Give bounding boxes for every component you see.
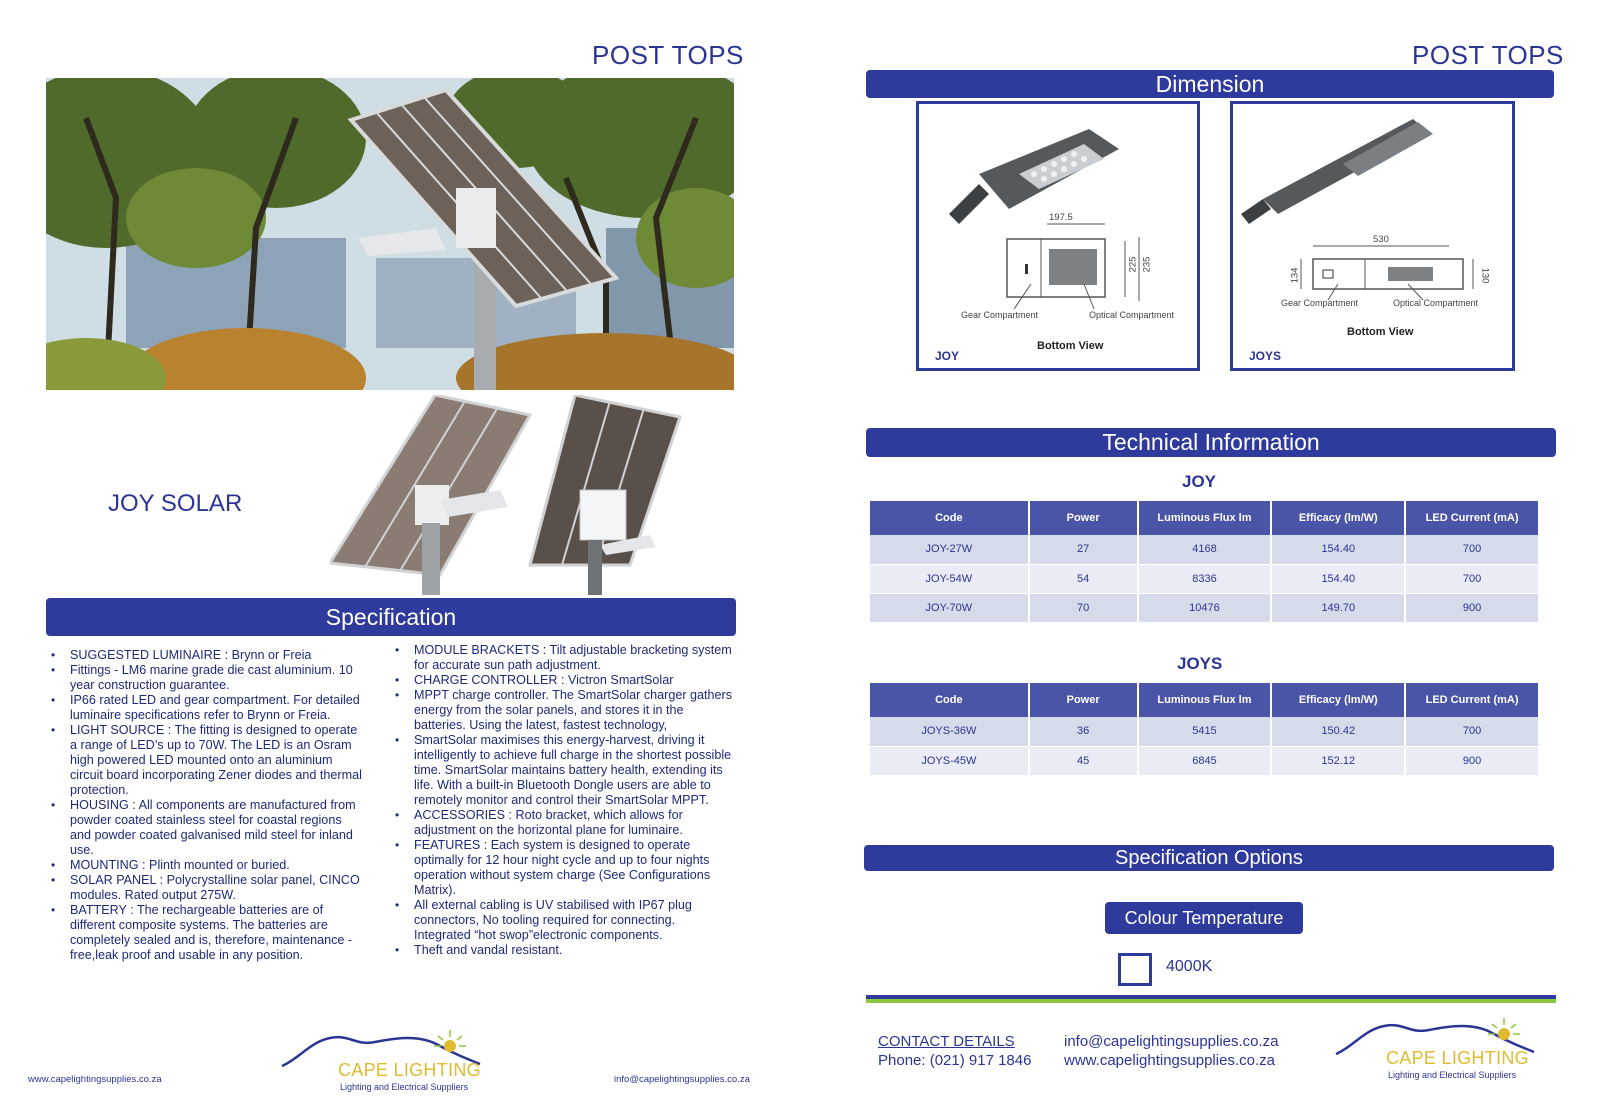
spec-item: • SmartSolar maximises this energy-harvest, driving it intelligently to achieve full charge in the shortest possible time. SmartSolar maintains battery health, extending its life. With a built-in Bluetooth Dongle users are able to remotely monitor and control their SmartSolar MPPT. [390, 733, 735, 808]
table-cell: 150.42 [1271, 717, 1405, 746]
product-images [330, 395, 730, 595]
table-row [870, 593, 1539, 622]
left-page-header: POST TOPS [592, 40, 744, 70]
spec-column-1 [46, 648, 366, 963]
table-cell: 900 [1405, 593, 1539, 622]
spec-item: • SUGGESTED LUMINAIRE : Brynn or Freia [46, 648, 366, 663]
spec-item: • Fittings - LM6 marine grade die cast aluminium. 10 year construction guarantee. [46, 663, 366, 693]
colour-4000k-label: 4000K [1166, 958, 1213, 975]
table-cell: 900 [1405, 746, 1539, 775]
column-header: Efficacy (lm/W) [1271, 683, 1405, 717]
spec-item: • IP66 rated LED and gear compartment. For detailed luminaire specifications refer to Brynn or Freia. [46, 693, 366, 723]
table-cell: 4168 [1138, 535, 1272, 564]
table-cell: 6845 [1138, 746, 1272, 775]
right-page-header: POST TOPS [1412, 40, 1564, 70]
table-row [870, 717, 1539, 746]
specification-heading: Specification [46, 598, 736, 636]
spec-item: • Theft and vandal resistant. [390, 943, 735, 958]
column-header: Luminous Flux lm [1138, 683, 1272, 717]
table-cell: JOY-70W [870, 593, 1029, 622]
joy-table [870, 501, 1540, 623]
joys-optical-compartment-label: Optical Compartment [1393, 298, 1479, 308]
joy-gear-compartment-label: Gear Compartment [961, 310, 1039, 320]
colour-temperature-button[interactable]: Colour Temperature [1105, 902, 1303, 934]
left-logo [280, 1028, 500, 1098]
table-cell: 70 [1029, 593, 1138, 622]
contact-links [1064, 1032, 1279, 1070]
logo-name: CAPE LIGHTING [338, 1060, 481, 1080]
joy-optical-compartment-label: Optical Compartment [1089, 310, 1175, 320]
table-cell: 27 [1029, 535, 1138, 564]
spec-item: • SOLAR PANEL : Polycrystalline solar panel, CINCO modules. Rated output 275W. [46, 873, 366, 903]
spec-item: • LIGHT SOURCE : The fitting is designed to operate a range of LED’s up to 70W. The LED is an Osram high powered LED mounted onto an aluminium circuit board incorporating Zener diodes and thermal protection. [46, 723, 366, 798]
table-cell: JOYS-45W [870, 746, 1029, 775]
table-cell: 54 [1029, 564, 1138, 593]
logo-tagline: Lighting and Electrical Suppliers [340, 1082, 469, 1092]
column-header: Efficacy (lm/W) [1271, 501, 1405, 535]
table-row [870, 535, 1539, 564]
dimension-heading: Dimension [866, 70, 1554, 98]
column-header: Code [870, 683, 1029, 717]
spec-item: • HOUSING : All components are manufactured from powder coated stainless steel for coastal regions and powder coated galvanised mild steel for inland use. [46, 798, 366, 858]
spec-item: • MODULE BRACKETS : Tilt adjustable bracketing system for accurate sun path adjustment. [390, 643, 735, 673]
joys-dimension-drawing [1230, 101, 1515, 371]
joys-table-title: JOYS [1177, 654, 1223, 673]
table-cell: 36 [1029, 717, 1138, 746]
column-header: Power [1029, 683, 1138, 717]
table-cell: 700 [1405, 564, 1539, 593]
joys-drawing-label: JOYS [1249, 349, 1282, 363]
joys-height-dimension-2: 130 [1479, 267, 1491, 284]
contact-email[interactable]: info@capelightingsupplies.co.za [1064, 1033, 1279, 1050]
contact-phone[interactable]: Phone: (021) 917 1846 [878, 1052, 1032, 1069]
joy-drawing-label: JOY [935, 349, 960, 363]
specification-options-heading: Specification Options [864, 845, 1554, 871]
spec-item: • FEATURES : Each system is designed to operate optimally for 12 hour night cycle and up to four nights operation without system charge (See Configurations Matrix). [390, 838, 735, 898]
spec-item: • All external cabling is UV stabilised with IP67 plug connectors, No tooling required for connecting. Integrated “hot swop”electronic components. [390, 898, 735, 943]
table-cell: 154.40 [1271, 564, 1405, 593]
joy-height-dimension-1: 225 [1127, 256, 1139, 273]
table-cell: 45 [1029, 746, 1138, 775]
column-header: Power [1029, 501, 1138, 535]
spec-item: • BATTERY : The rechargeable batteries are of different composite systems. The batteries are completely sealed and is, therefore, maintenance -free,leak proof and usable in any position. [46, 903, 366, 963]
table-cell: 8336 [1138, 564, 1272, 593]
table-cell: 149.70 [1271, 593, 1405, 622]
spec-item: • MOUNTING : Plinth mounted or buried. [46, 858, 366, 873]
column-header: Code [870, 501, 1029, 535]
table-cell: 152.12 [1271, 746, 1405, 775]
table-cell: 154.40 [1271, 535, 1405, 564]
joys-height-dimension-1: 134 [1289, 267, 1301, 284]
hero-photo [46, 78, 734, 390]
column-header: LED Current (mA) [1405, 501, 1539, 535]
table-cell: 5415 [1138, 717, 1272, 746]
contact-heading: CONTACT DETAILS [878, 1033, 1015, 1050]
contact-website[interactable]: www.capelightingsupplies.co.za [1064, 1052, 1275, 1069]
table-row [870, 564, 1539, 593]
table-cell: 700 [1405, 535, 1539, 564]
spec-column-2 [390, 643, 735, 958]
left-footer-website[interactable]: www.capelightingsupplies.co.za [28, 1074, 162, 1085]
joy-width-dimension: 197.5 [1049, 212, 1073, 223]
contact-block [878, 1032, 1031, 1070]
joys-width-dimension: 530 [1373, 234, 1389, 245]
spec-item: • ACCESSORIES : Roto bracket, which allows for adjustment on the horizontal plane for luminaire. [390, 808, 735, 838]
table-cell: JOY-27W [870, 535, 1029, 564]
column-header: LED Current (mA) [1405, 683, 1539, 717]
table-cell: 700 [1405, 717, 1539, 746]
spec-item: • CHARGE CONTROLLER : Victron SmartSolar [390, 673, 735, 688]
joys-gear-compartment-label: Gear Compartment [1281, 298, 1359, 308]
logo-tagline: Lighting and Electrical Suppliers [1388, 1070, 1517, 1080]
joys-bottom-view-label: Bottom View [1347, 326, 1414, 338]
column-header: Luminous Flux lm [1138, 501, 1272, 535]
footer-divider [866, 995, 1556, 1003]
joys-table [870, 683, 1540, 776]
product-title: JOY SOLAR [108, 490, 243, 517]
table-cell: JOYS-36W [870, 717, 1029, 746]
right-logo [1334, 1016, 1554, 1086]
table-cell: 10476 [1138, 593, 1272, 622]
joy-bottom-view-label: Bottom View [1037, 340, 1104, 352]
table-cell: JOY-54W [870, 564, 1029, 593]
joy-height-dimension-2: 235 [1141, 256, 1153, 273]
left-footer-email[interactable]: info@capelightingsupplies.co.za [614, 1074, 750, 1085]
joy-table-title: JOY [1182, 472, 1217, 491]
table-row [870, 746, 1539, 775]
colour-4000k-checkbox[interactable] [1118, 953, 1152, 986]
spec-item: • MPPT charge controller. The SmartSolar charger gathers energy from the solar panels, and stores it in the batteries. Using the latest, fastest technology, [390, 688, 735, 733]
technical-information-heading: Technical Information [866, 428, 1556, 457]
joy-dimension-drawing [916, 101, 1200, 371]
logo-name: CAPE LIGHTING [1386, 1048, 1529, 1068]
